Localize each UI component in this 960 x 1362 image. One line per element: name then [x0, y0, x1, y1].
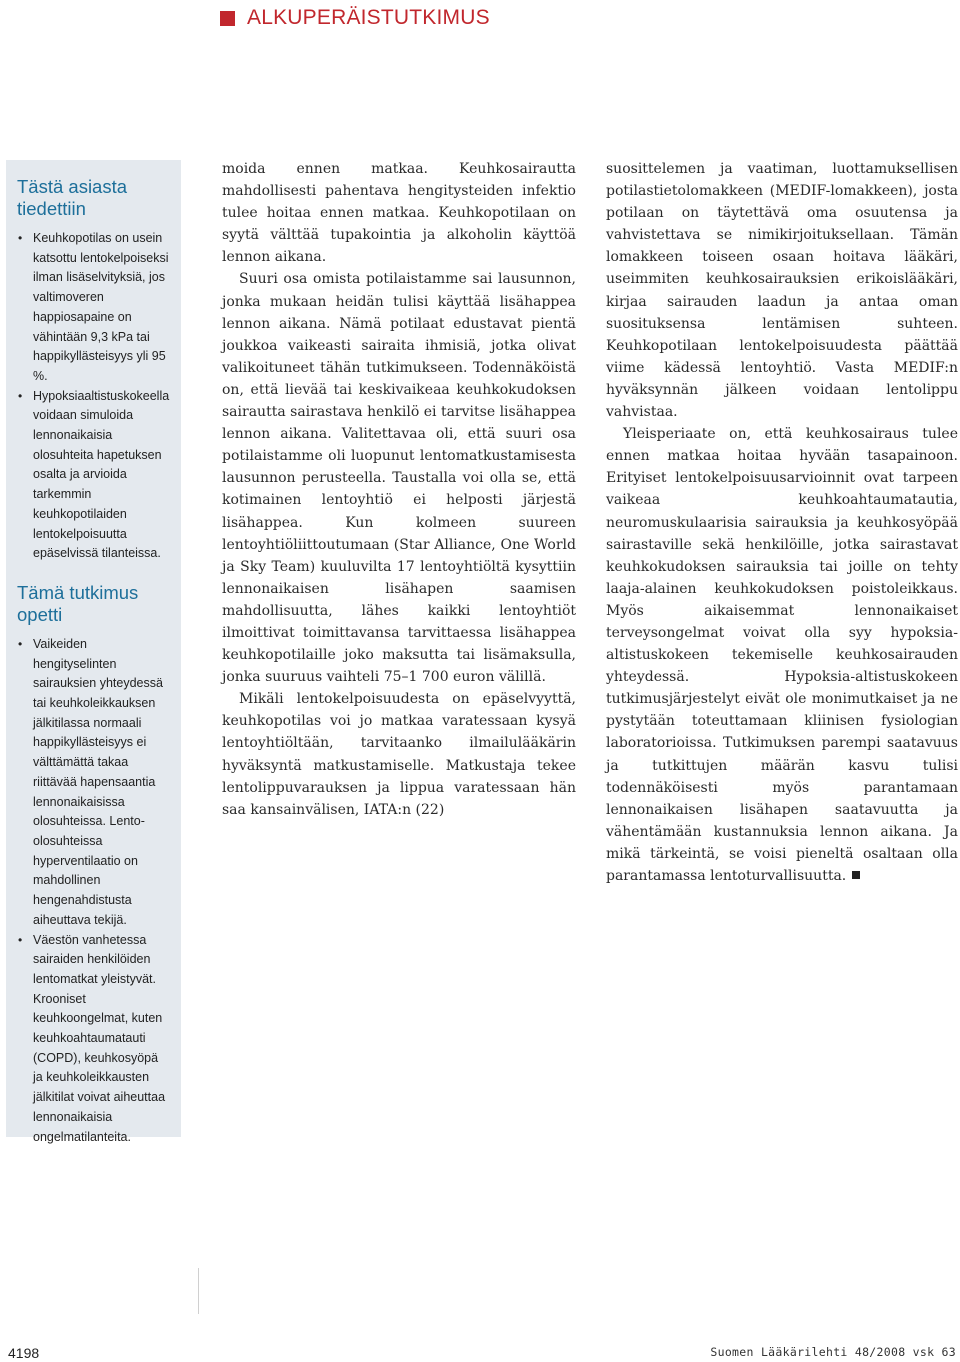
body-column-1 — [222, 158, 576, 821]
known-item — [17, 387, 171, 564]
known-item-text: Hypoksiaaltistuskokeella voidaan simuloida lennonaikaisia olosuhteita hapetuksen osalta ja arvioida tarkemmin keuhkopotilaiden lentokelpoisuutta epäselvissä tilanteissa. — [33, 388, 170, 561]
learned-list — [17, 635, 171, 1147]
section-marker-icon — [220, 11, 235, 26]
body-paragraph: suosittelemen ja vaatiman, luottamuksellisen potilastietolomakkeen (MEDIF-lomakkeen), josta potilaan on täytettävä oma osuutensa ja vahvistettava se nimikirjoituksellaan. Tämän lomakkeen toiseen osaan hoitava lääkäri, useimmiten keuhkosairauksien erikoislääkäri, kirjaa sairauden laadun ja antaa oman suosituksensa lentämisen suhteen. Keuhkopotilaan lentokelpoisuudesta päättää viime kädessä lentoyhtiö. Vasta MEDIF:n hyväksynnän jälkeen voidaan lentolippu vahvistaa. — [606, 161, 958, 421]
bullet-icon: • — [18, 388, 23, 403]
journal-footer: Suomen Lääkärilehti 48/2008 vsk 63 — [710, 1345, 956, 1359]
body-paragraph: Suuri osa omista potilaistamme sai lausunnon, jonka mukaan heidän tulisi käyttää lisähappea lennon aikana. Nämä potilaat edustavat pientä joukkoa vaikeasti sairaita ihmisiä, jotka olivat valikoituneet tähän tutkimukseen. Todennäköistä on, että lievää tai keskivaikeaa keuhkokudoksen sairautta sairastava henkilö ei tarvitse lisähappea lennon aikana. Valitettavaa oli, että suuri osa potilaistamme oli luopunut lentomatkustamisesta lausunnon perusteella. Taustalla voi olla se, että kotimainen lentoyhtiö ei helposti järjestä lisähappea. Kun kolmeen suureen lentoyhtiöliittoutumaan (Star Alliance, One World ja Sky Team) kuuluvilta 17 lentoyhtiöltä kysyttiin lennonaikaisen lisähapen saamisen mahdollisuutta, lähes kaikki lentoyhtiöt ilmoittivat toimittavansa tarvittaessa lisähappea keuhkopotilaille joko maksutta tai lisämaksulla, jonka suuruus vaihteli 75–1 700 euron välillä. — [222, 271, 576, 686]
known-item — [17, 229, 171, 387]
page-number: 4198 — [8, 1345, 40, 1361]
bullet-icon: • — [18, 231, 23, 245]
bullet-icon: • — [18, 932, 23, 947]
column-divider — [198, 1268, 199, 1314]
body-column-2 — [606, 158, 958, 887]
bullet-icon: • — [18, 636, 23, 651]
summary-box — [6, 160, 181, 1144]
known-list — [17, 229, 171, 564]
end-of-article-icon — [852, 871, 860, 879]
learned-heading: Tämä tutkimus opetti — [17, 581, 139, 625]
learned-item-text: Väestön vanhetessa sairaiden henkilöiden lentomatkat yleistyvät. Krooniset keuhkoongelmat, kuten keuhkoahtaumatauti (COPD), keuhkosyöpä ja keuhkoleikkausten jälkitilat voivat aiheuttaa lennonaikaisia ongelmatilanteita. — [33, 932, 166, 1144]
learned-item — [17, 635, 171, 931]
body-paragraph-last — [606, 423, 958, 887]
section-title: ALKUPERÄISTUTKIMUS — [247, 6, 490, 29]
section-header — [220, 6, 490, 30]
body-paragraph: Mikäli lentokelpoisuudesta on epäselvyyttä, keuhkopotilas voi jo matkaa varatessaan kysyä lentoyhtiöltään, tarvitaanko ilmailulääkärin hyväksyntä matkustamiselle. Matkustaja tekee lentolippuvarauksen ja lippua varatessaan hän saa kansainvälisen, IATA:n (22) — [222, 691, 576, 818]
learned-item — [17, 931, 171, 1148]
learned-item-text: Vaikeiden hengityselinten sairauksien yhteydessä tai keuhkoleikkauksen jälkitilassa normaali happikyllästeisyys ei välttämättä takaa riittävää hapensaantia lennonaikaisissa olosuhteissa. Lento-olosuhteissa hyperventilaatio on mahdollinen hengenahdistusta aiheuttava tekijä. — [33, 636, 163, 927]
known-heading: Tästä asiasta tiedettiin — [17, 176, 128, 219]
known-item-text: Keuhkopotilas on usein katsottu lentokelpoiseksi ilman lisäselvityksiä, jos valtimoveren happiosapaine on vähintään 9,3 kPa tai happikyllästeisyys yli 95 %. — [33, 231, 169, 383]
body-paragraph: moida ennen matkaa. Keuhkosairautta mahdollisesti pahentava hengitysteiden infektio tulee hoitaa ennen matkaa. Keuhkopotilaan on syytä välttää tupakointia ja alkoholin käyttöä lennon aikana. — [222, 161, 576, 266]
body-paragraph-text: Yleisperiaate on, että keuhkosairaus tulee ennen matkaa hoitaa hyvään tasapainoon. Erityiset lentokelpoisuusarvioinnit ovat tarpeen vaikeaa keuhkoahtaumatautia, neuromuskulaarisia sairauksia ja keuhkosyöpää sairastaville sekä henkilöille, jotka sairastavat keuhkokudoksen sairauksia tai joille on tehty laaja-alainen keuhkokudoksen poistoleikkaus. Myös aikaisemmat lennonaikaiset terveysongelmat voivat olla syy hypoksia-altistuskokeen tekemiselle keuhkosairauden yhteydessä. Hypoksia-altistuskokeen tutkimusjärjestelyt eivät ole monimutkaiset ja ne pystytään toteuttamaan kliinisen fysiologian laboratorioissa. Tutkimuksen parempi saatavuus ja tutkittujen määrän kasvu tulisi todennäköisesti myös parantamaan lennonaikaisen lisähapen saatavuutta ja vähentämään kustannuksia lennon aikana. Ja mikä tärkeintä, se voisi pieneltä osaltaan olla parantamassa lentoturvallisuutta. — [606, 426, 958, 884]
